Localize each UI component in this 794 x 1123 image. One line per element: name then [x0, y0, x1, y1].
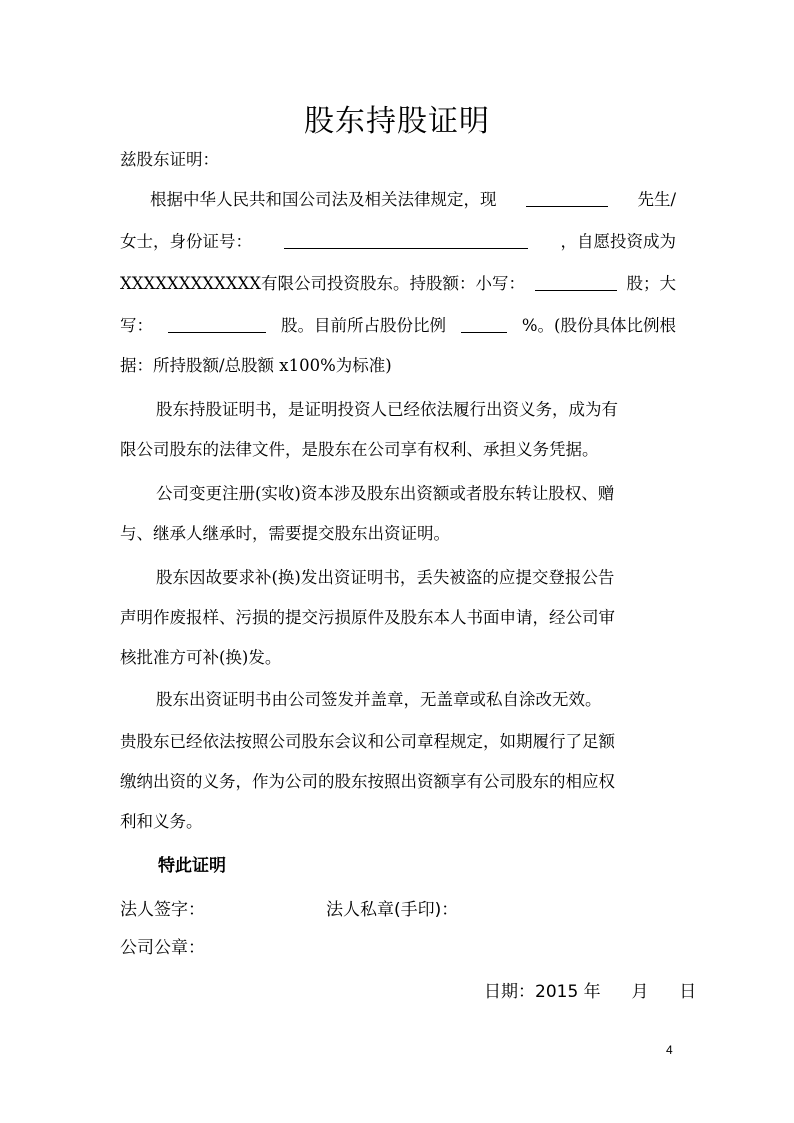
- page-number: 4: [666, 1043, 673, 1057]
- para6-line1: 贵股东已经依法按照公司股东会议和公司章程规定，如期履行了足额: [120, 732, 615, 751]
- para3-line2: 与、继承人继承时，需要提交股东出资证明。: [120, 524, 450, 543]
- para1-text: 写：: [120, 316, 153, 335]
- closing-statement: 特此证明: [158, 856, 226, 876]
- para1-text: 女士，身份证号：: [120, 232, 252, 251]
- para2-line1: 股东持股证明书，是证明投资人已经依法履行出资义务，成为有: [156, 400, 618, 419]
- date-line: [484, 982, 696, 1002]
- para6-line3: 利和义务。: [120, 812, 203, 831]
- para1-text: %。(股份具体比例根: [521, 316, 676, 335]
- document-title: 股东持股证明: [304, 104, 490, 139]
- para1-text: 股；大: [626, 274, 676, 293]
- legal-rep-seal-label: 法人私章(手印)：: [326, 900, 459, 920]
- para1-line4: [120, 316, 676, 336]
- name-blank: [526, 190, 608, 207]
- para5-line1: 股东出资证明书由公司签发并盖章，无盖章或私自涂改无效。: [156, 690, 602, 709]
- shares-uppercase-blank: [168, 316, 266, 333]
- para4-line3: 核批准方可补(换)发。: [120, 648, 282, 667]
- shares-lowercase-blank: [535, 274, 617, 291]
- para1-line1: [150, 190, 676, 210]
- company-seal-label: 公司公章：: [120, 938, 205, 958]
- para1-text: 股。目前所占股份比例: [280, 316, 446, 335]
- para1-text: XXXXXXXXXXXX有限公司投资股东。持股额：小写：: [120, 274, 525, 293]
- para4-line1: 股东因故要求补(换)发出资证明书，丢失被盗的应提交登报公告: [156, 568, 615, 587]
- legal-rep-signature-label: 法人签字：: [120, 900, 205, 920]
- para1-line3: [120, 274, 676, 294]
- salutation: 兹股东证明：: [120, 150, 219, 169]
- para1-text: 先生/: [637, 190, 676, 209]
- para1-line5: 据：所持股额/总股额 x100%为标准): [120, 356, 392, 375]
- para6-line2: 缴纳出资的义务，作为公司的股东按照出资额享有公司股东的相应权: [120, 772, 615, 791]
- id-number-blank: [284, 232, 528, 249]
- date-day: 日: [679, 982, 697, 1002]
- para1-text: 根据中华人民共和国公司法及相关法律规定，现: [150, 190, 497, 209]
- share-ratio-blank: [461, 316, 507, 333]
- para4-line2: 声明作废报样、污损的提交污损原件及股东本人书面申请，经公司审: [120, 608, 615, 627]
- para3-line1: 公司变更注册(实收)资本涉及股东出资额或者股东转让股权、赠: [156, 484, 615, 503]
- para1-text: ，自愿投资成为: [560, 232, 676, 251]
- date-label: 日期：2015 年: [484, 982, 601, 1002]
- para1-line2: [120, 232, 676, 252]
- para2-line2: 限公司股东的法律文件，是股东在公司享有权利、承担义务凭据。: [120, 440, 599, 459]
- date-month: 月: [631, 982, 649, 1002]
